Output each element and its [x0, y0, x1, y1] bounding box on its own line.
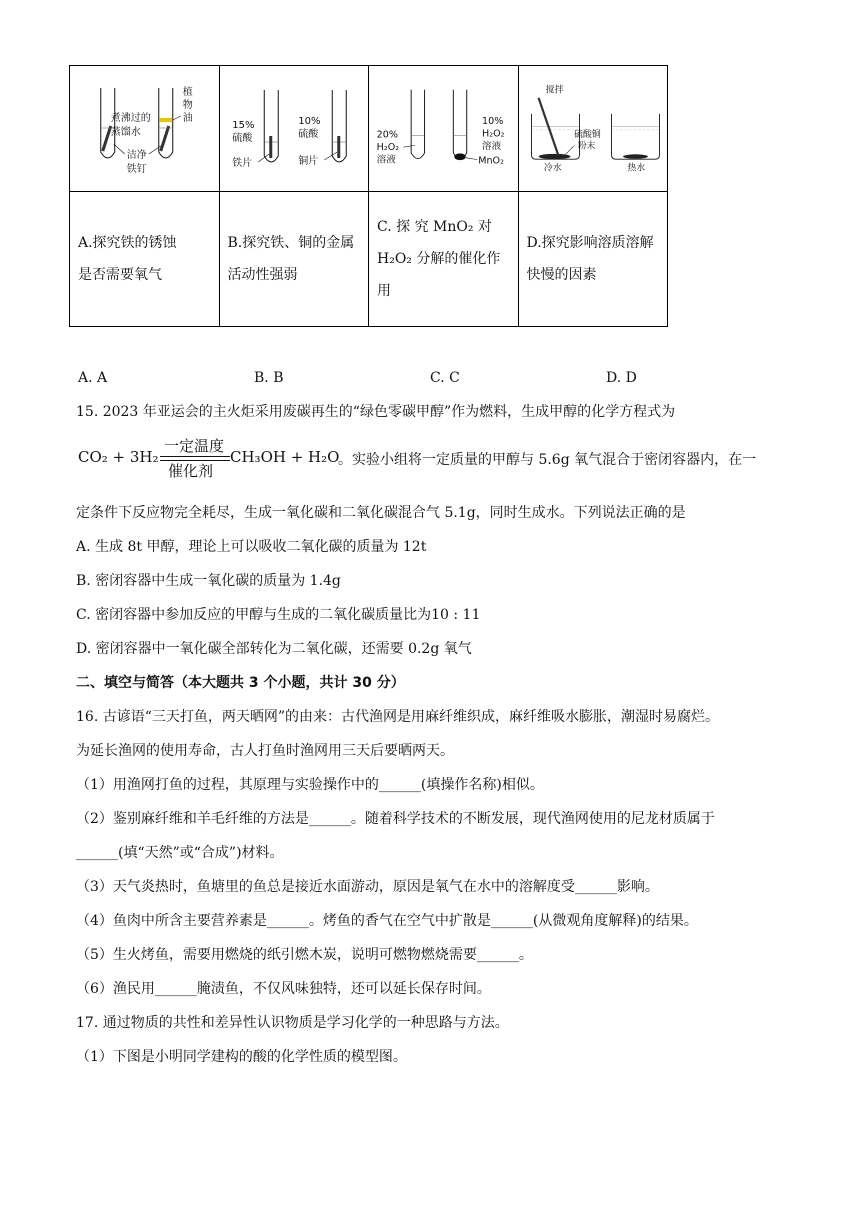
q16-part-3: （3）天气炎热时，鱼塘里的鱼总是接近水面游动，原因是氧气在水中的溶解度受______影响。 — [76, 879, 659, 895]
q14-option-b[interactable]: B. B — [254, 370, 284, 386]
q16-intro-line2: 为延长渔网的使用寿命，古人打鱼时渔网用三天后要晒两天。 — [76, 743, 454, 759]
experiment-b-caption: B.探究铁、铜的金属 活动性强弱 — [219, 192, 369, 327]
boiled-water-label-2: 蒸馏水 — [110, 127, 141, 138]
q16-part-2b: ______(填“天然”或“合成”)材料。 — [76, 845, 284, 861]
h2o2-10-label-2: H₂O₂ — [482, 128, 505, 140]
q17-intro: 17. 通过物质的共性和差异性认识物质是学习化学的一种思路与方法。 — [76, 1015, 509, 1031]
q16-part-4: （4）鱼肉中所含主要营养素是______。烤鱼的香气在空气中扩散是______(从微观角度解释)的结果。 — [76, 913, 698, 929]
iron-rust-apparatus — [70, 66, 219, 191]
q15-option-a[interactable]: A. 生成 8t 甲醇，理论上可以吸收二氧化碳的质量为 12t — [76, 539, 427, 555]
h2o2-20-label-3: 溶液 — [376, 154, 396, 166]
nail-label-1: 洁净 — [126, 150, 147, 161]
equation-condition-bottom: 催化剂 — [168, 462, 214, 480]
q15-stem-line2: 。实验小组将一定质量的甲醇与 5.6g 氧气混合于密闭容器内，在一 — [338, 452, 757, 468]
h2o2-20-label-1: 20% — [376, 129, 398, 141]
experiment-table — [69, 65, 668, 327]
powder-label-1: 硫酸铜 — [573, 129, 601, 140]
q16-part-2a: （2）鉴别麻纤维和羊毛纤维的方法是______。随着科学技术的不断发展，现代渔网使用的尼龙材质属于 — [76, 811, 715, 827]
experiment-a-figure — [70, 66, 220, 192]
oil-label-1: 植 — [182, 87, 193, 98]
dissolution-apparatus — [519, 66, 668, 191]
oil-label-2: 物 — [182, 100, 193, 111]
equation-products: CH₃OH + H₂O — [230, 448, 340, 466]
acid15-label-2: 硫酸 — [231, 133, 252, 144]
h2o2-10-label-1: 10% — [482, 116, 504, 128]
mno2-powder — [454, 153, 465, 160]
nail-label-2: 铁钉 — [126, 164, 147, 175]
equation-condition-top: 一定温度 — [164, 437, 225, 455]
h2o2-20-label-2: H₂O₂ — [376, 142, 400, 154]
oil-label-3: 油 — [182, 113, 193, 124]
equation-reactants: CO₂ + 3H₂ — [78, 448, 159, 466]
q16-intro-line1: 16. 古谚语“三天打鱼，两天晒网”的由来：古代渔网是用麻纤维织成，麻纤维吸水膨胀，潮湿时易腐烂。 — [76, 709, 720, 725]
experiment-d-figure — [518, 66, 668, 192]
q15-option-d[interactable]: D. 密闭容器中一氧化碳全部转化为二氧化碳，还需要 0.2g 氧气 — [76, 641, 472, 657]
metal-activity-apparatus — [220, 66, 369, 191]
acid10-label-2: 硫酸 — [297, 129, 318, 140]
oil-layer — [159, 118, 172, 122]
q16-part-1: （1）用渔网打鱼的过程，其原理与实验操作中的______(填操作名称)相似。 — [76, 777, 544, 793]
q17-part-1: （1）下图是小明同学建构的酸的化学性质的模型图。 — [76, 1049, 407, 1065]
experiment-a-caption: A.探究铁的锈蚀 是否需要氧气 — [70, 192, 220, 327]
copper-sheet-label: 铜片 — [297, 156, 318, 167]
mno2-label: MnO₂ — [478, 155, 504, 167]
equation-arrow-bar-1 — [160, 456, 230, 457]
stir-label: 搅拌 — [545, 85, 563, 96]
q15-stem-line1: 15. 2023 年亚运会的主火炬采用废碳再生的“绿色零碳甲醇”作为燃料，生成甲醇的化学方程式为 — [76, 404, 676, 420]
q15-option-b[interactable]: B. 密闭容器中生成一氧化碳的质量为 1.4g — [76, 573, 341, 589]
q14-option-a[interactable]: A. A — [78, 370, 108, 386]
experiment-c-caption: C. 探 究 MnO₂ 对 H₂O₂ 分解的催化作 用 — [369, 192, 519, 327]
q16-part-5: （5）生火烤鱼，需要用燃烧的纸引燃木炭，说明可燃物燃烧需要______。 — [76, 947, 533, 963]
powder-label-2: 粉末 — [577, 141, 595, 152]
section-2-heading: 二、填空与简答（本大题共 3 个小题，共计 30 分） — [76, 675, 405, 691]
q14-option-c[interactable]: C. C — [430, 370, 460, 386]
boiled-water-label-1: 煮沸过的 — [110, 113, 151, 124]
cold-water-label: 冷水 — [543, 163, 562, 174]
catalyst-apparatus — [369, 66, 518, 191]
acid15-label-1: 15% — [231, 120, 254, 131]
experiment-c-figure — [369, 66, 519, 192]
experiment-d-caption: D.探究影响溶质溶解 快慢的因素 — [518, 192, 668, 327]
q15-option-c[interactable]: C. 密闭容器中参加反应的甲醇与生成的二氧化碳质量比为10 : 11 — [76, 607, 481, 623]
q15-stem-line3: 定条件下反应物完全耗尽，生成一氧化碳和二氧化碳混合气 5.1g，同时生成水。下列说法正确的是 — [76, 505, 686, 521]
h2o2-10-label-3: 溶液 — [482, 141, 502, 153]
iron-sheet-label: 铁片 — [231, 158, 252, 169]
q16-part-6: （6）渔民用______腌渍鱼，不仅风味独特，还可以延长保存时间。 — [76, 981, 491, 997]
hot-water-label: 热水 — [626, 163, 645, 174]
q14-option-d[interactable]: D. D — [606, 370, 637, 386]
acid10-label-1: 10% — [297, 116, 320, 127]
experiment-b-figure — [219, 66, 369, 192]
